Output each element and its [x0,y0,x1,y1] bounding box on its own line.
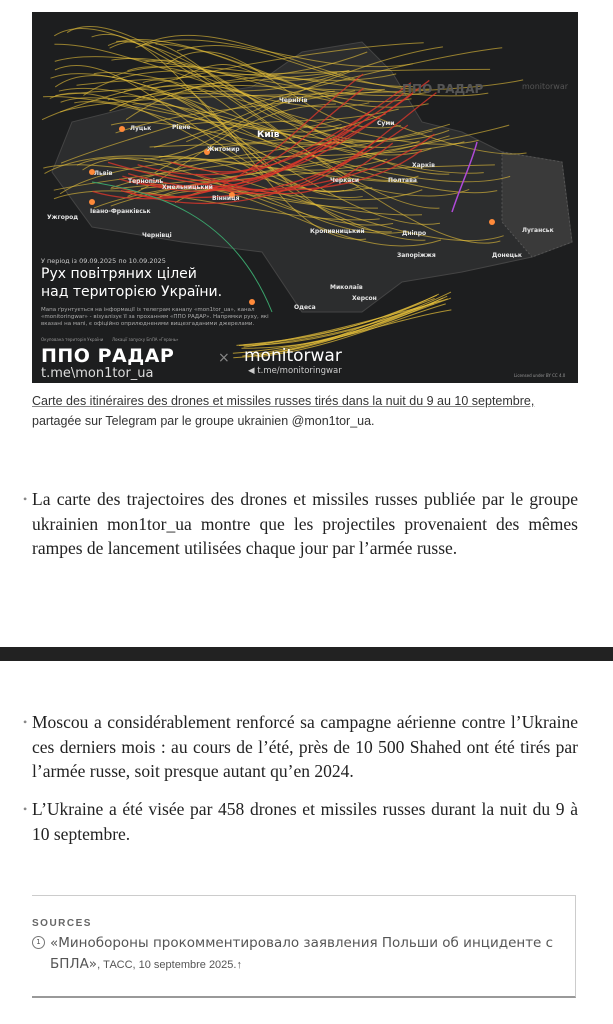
launch-site-marker [489,219,495,225]
brand-monitorwar-handle [248,366,342,376]
city-label: Херсон [352,295,377,302]
map-description: Мапа ґрунтується на інформації із телеграм каналу «mon1tor_ua», канал «monitoringwar» - візуалізує її за проханням «ППО РАДАР». Напрямки руху, які вказані на мапі, є офіційно оприлюдненими вищезгаданими джерелами. [41,307,269,327]
city-label: Вінниця [212,195,240,202]
launch-site-marker [119,126,125,132]
cross-icon: × [218,350,230,366]
bullet-text: La carte des trajectoires des drones et missiles russes publiée par le groupe ukrainien mon1tor_ua montre que les projectiles provenaient des mêmes rampes de lancement utilisées chaque jour par l’armée russe. [32,489,578,558]
map-period: У період із 09.09.2025 по 10.09.2025 [41,257,166,265]
city-label: Житомир [207,146,240,153]
city-label: Харків [412,162,435,169]
source-meta: , ТАСС, 10 septembre 2025. [97,959,237,971]
telegram-icon: ◀ [248,366,258,376]
caption-link[interactable]: Carte des itinéraires des drones et missiles russes tirés dans la nuit du 9 au 10 septembre, [32,394,535,408]
city-label: Тернопіль [128,178,164,185]
city-label: Чернівці [142,232,172,239]
map-title-line-1: Рух повітряних цілей [41,266,197,282]
map-watermark: ППО РАДАР [402,82,484,96]
city-label: Кропивницький [310,228,365,235]
city-label: Чернігів [279,97,308,104]
list-item [23,710,578,784]
city-label: Одеса [294,304,316,311]
handle-text: t.me/monitoringwar [257,366,342,376]
city-label: Київ [257,130,280,140]
map-watermark-2: monitorwar [522,82,569,91]
image-caption [32,391,592,431]
city-label: Ужгород [47,214,79,221]
map-legend-occupied: Окупована територія України [41,337,104,342]
source-title: «Минобороны прокомментировало заявления Польши об инциденте с БПЛА» [50,935,554,972]
city-label: Миколаїв [330,284,363,291]
brand-ppo-handle: t.me\mon1tor_ua [41,366,154,381]
list-item [23,797,578,846]
city-label: Луганськ [522,227,554,234]
city-label: Рівне [172,124,191,131]
map-legend-launch: Локації запуску БпЛА «Герань» [112,337,179,342]
back-to-text-link[interactable]: ↑ [236,959,242,971]
bullet-icon: • [23,802,28,816]
city-label: Івано-Франківськ [90,208,151,215]
launch-site-marker [249,299,255,305]
drone-trajectory-map [32,12,578,383]
city-label: Хмельницький [162,184,213,191]
launch-site-marker [89,199,95,205]
map-title-line-2: над територією України. [41,284,223,300]
city-label: Запоріжжя [397,252,436,259]
city-label: Дніпро [402,230,427,237]
bullet-text: L’Ukraine a été visée par 458 drones et missiles russes durant la nuit du 9 à 10 septembre. [32,799,578,844]
city-label: Полтава [388,177,417,184]
source-item [32,933,572,976]
caption-text: partagée sur Telegram par le groupe ukrainien @mon1tor_ua. [32,414,375,428]
city-label: Черкаси [330,177,360,184]
bullet-icon: • [23,492,28,506]
brand-monitorwar: monitorwar [244,346,342,366]
city-label: Луцьк [130,125,152,132]
brand-ppo-radar: ППО РАДАР [41,345,175,367]
bullet-text: Moscou a considérablement renforcé sa campagne aérienne contre l’Ukraine ces derniers mois : au cours de l’été, près de 10 500 Shahed ont été tirés par l’armée russe, soit presque autant qu’en 2024. [32,712,578,781]
sources-box [32,895,576,998]
bullet-icon: • [23,715,28,729]
city-label: Львів [94,170,113,177]
license-text: Licensed under BY CC 4.0 [514,373,566,378]
sources-heading: SOURCES [32,918,92,929]
list-item [23,487,578,561]
map-title [41,265,222,301]
city-label: Донецьк [492,252,522,259]
footnote-number-icon: 1 [32,936,45,949]
section-divider [0,647,613,661]
city-label: Суми [377,120,395,127]
